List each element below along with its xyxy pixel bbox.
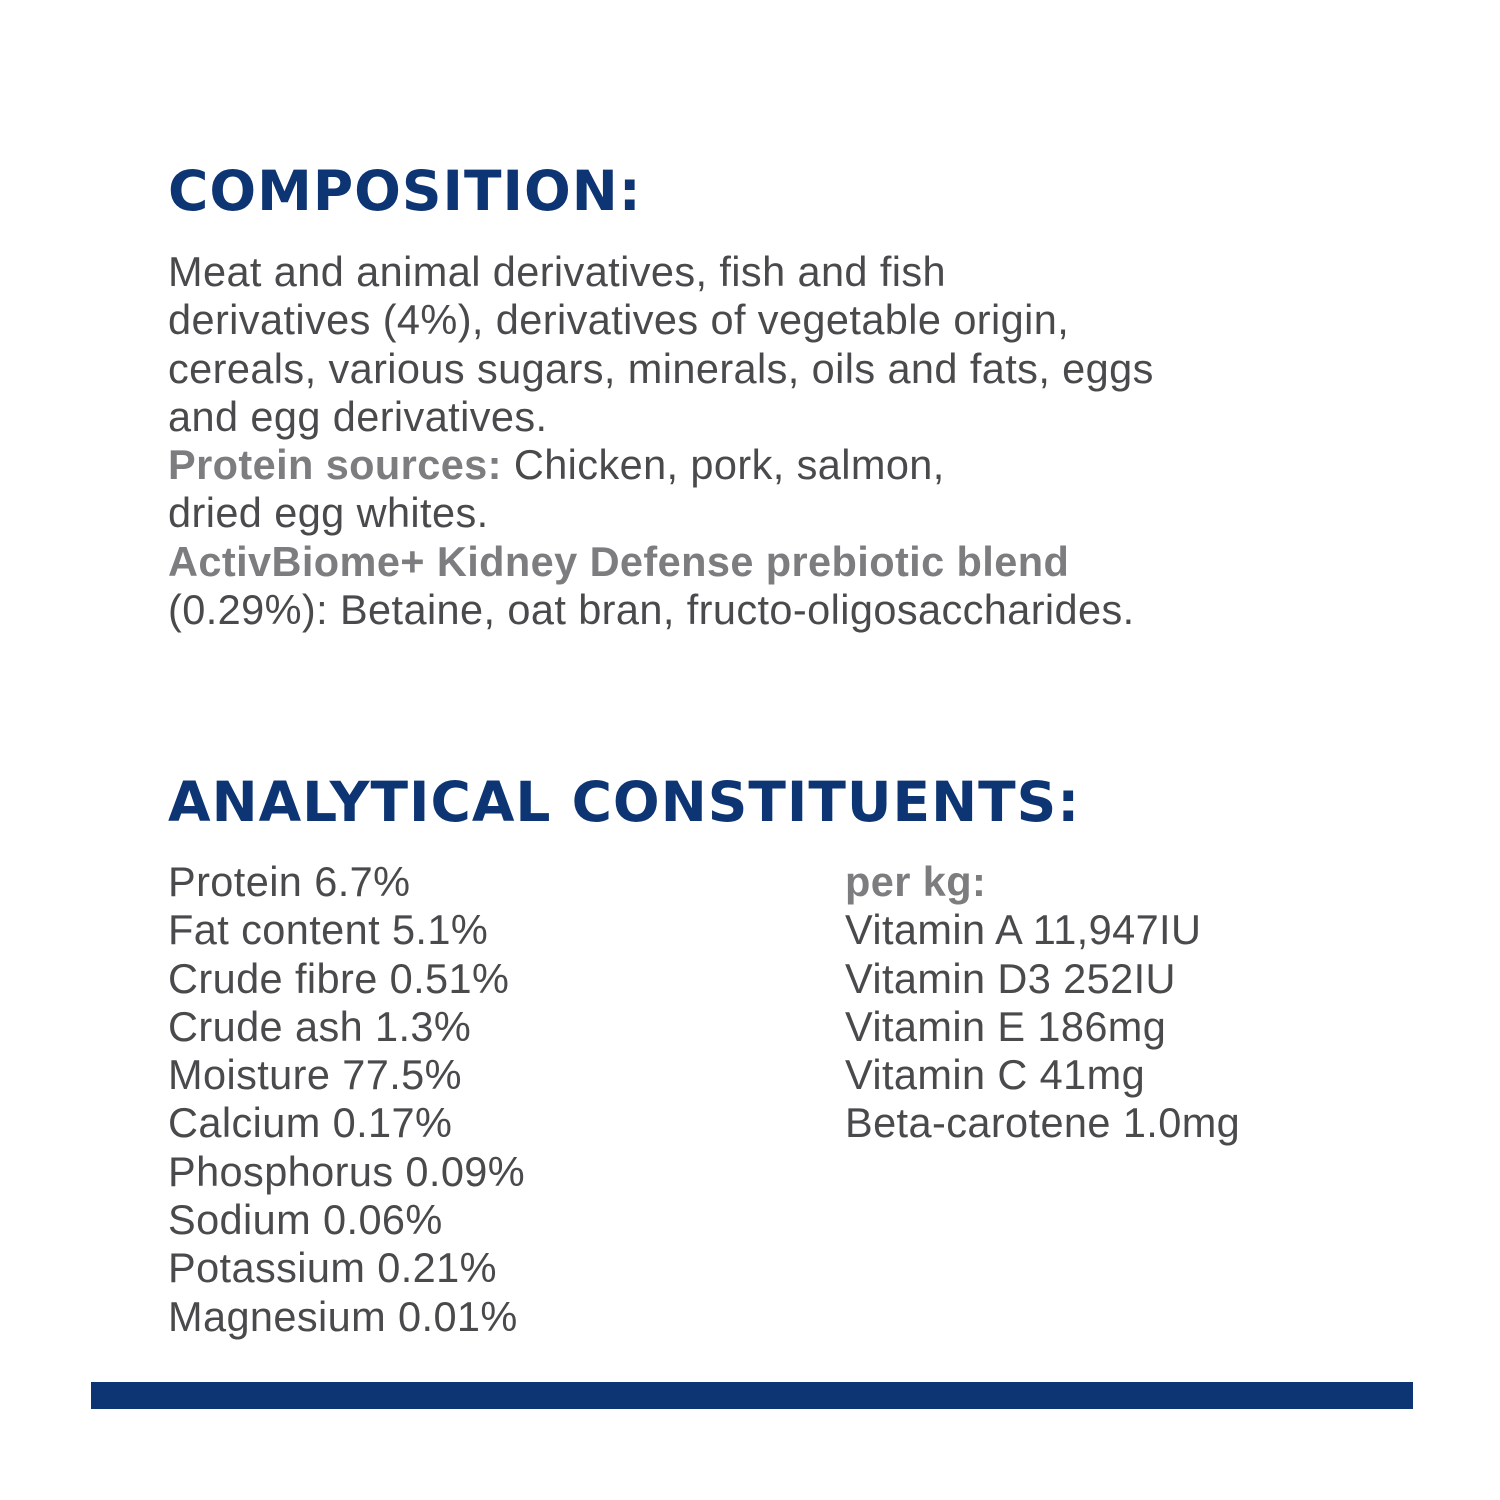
composition-line: cereals, various sugars, minerals, oils and fats, eggs: [168, 344, 1154, 392]
vitamin-item: Vitamin E 186mg: [845, 1002, 1167, 1050]
vitamin-item: Vitamin D3 252IU: [845, 954, 1176, 1002]
constituent-item: Crude ash 1.3%: [168, 1002, 472, 1050]
constituent-item: Crude fibre 0.51%: [168, 954, 510, 1002]
prebiotic-blend-label: ActivBiome+ Kidney Defense prebiotic blend: [168, 537, 1070, 585]
composition-heading: COMPOSITION:: [168, 159, 642, 223]
protein-sources-value: Chicken, pork, salmon,: [501, 441, 945, 489]
protein-sources-line: [168, 441, 1428, 489]
prebiotic-blend-text: (0.29%): Betaine, oat bran, fructo-oligosaccharides.: [168, 586, 1135, 634]
vitamin-item: Vitamin C 41mg: [845, 1051, 1146, 1099]
analytical-constituents-heading: ANALYTICAL CONSTITUENTS:: [168, 770, 1081, 834]
constituent-item: Calcium 0.17%: [168, 1099, 453, 1147]
constituent-item: Potassium 0.21%: [168, 1244, 497, 1292]
protein-sources-label: Protein sources:: [168, 441, 502, 489]
constituent-item: Moisture 77.5%: [168, 1051, 462, 1099]
vitamin-item: Beta-carotene 1.0mg: [845, 1099, 1241, 1147]
constituent-item: Fat content 5.1%: [168, 906, 489, 954]
composition-line: derivatives (4%), derivatives of vegetable origin,: [168, 296, 1070, 344]
constituents-list: [168, 858, 525, 1341]
composition-line: Meat and animal derivatives, fish and fish: [168, 248, 947, 295]
composition-line: and egg derivatives.: [168, 392, 548, 440]
protein-sources-continuation: dried egg whites.: [168, 489, 489, 537]
vitamins-list: [845, 858, 1240, 1148]
composition-text: [168, 248, 1428, 634]
per-kg-label: per kg:: [845, 858, 987, 905]
footer-bar: [91, 1382, 1413, 1409]
vitamin-item: Vitamin A 11,947IU: [845, 906, 1202, 954]
constituent-item: Phosphorus 0.09%: [168, 1147, 526, 1195]
constituent-item: Protein 6.7%: [168, 858, 411, 905]
constituent-item: Magnesium 0.01%: [168, 1292, 518, 1340]
constituent-item: Sodium 0.06%: [168, 1196, 443, 1244]
